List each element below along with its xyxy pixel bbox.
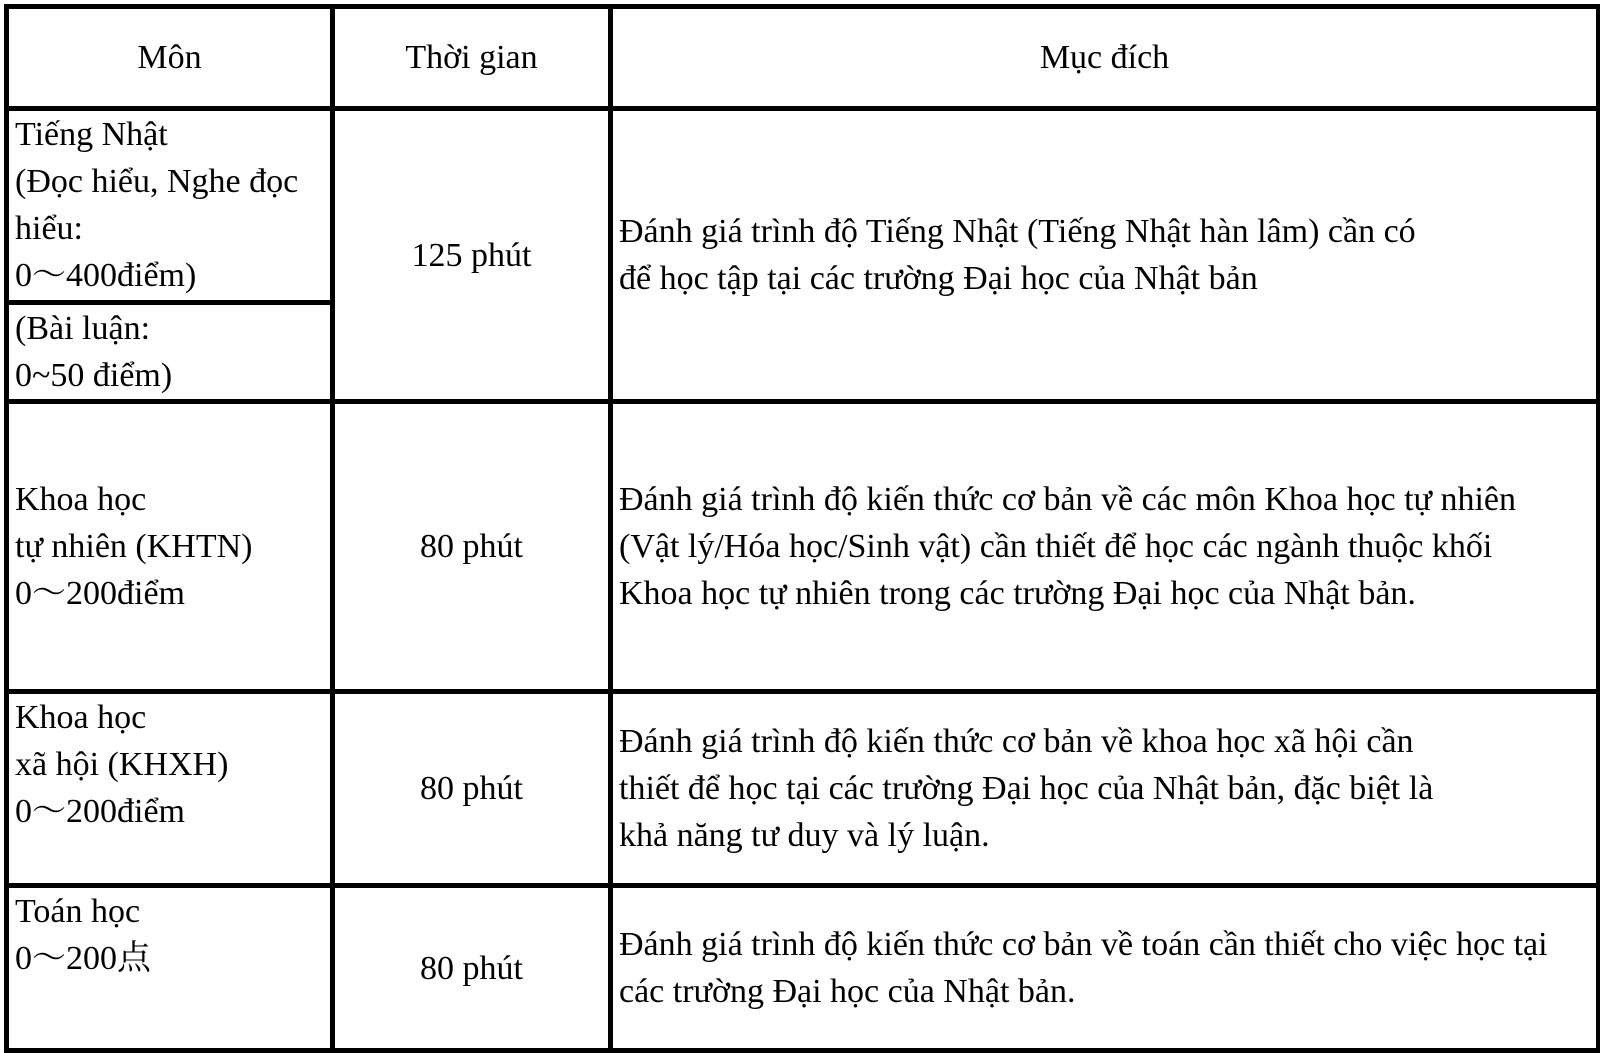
- header-purpose: Mục đích: [611, 7, 1599, 109]
- header-time: Thời gian: [333, 7, 611, 109]
- purpose-japanese: Đánh giá trình độ Tiếng Nhật (Tiếng Nhật hàn lâm) cần có để học tập tại các trường Đại học của Nhật bản: [611, 109, 1599, 402]
- subject-science: Khoa học tự nhiên (KHTN) 0〜200điểm: [7, 402, 333, 692]
- table-row-japanese: [7, 109, 1599, 303]
- purpose-science: Đánh giá trình độ kiến thức cơ bản về các môn Khoa học tự nhiên (Vật lý/Hóa học/Sinh vật) cần thiết để học các ngành thuộc khối Khoa học tự nhiên trong các trường Đại học của Nhật bản.: [611, 402, 1599, 692]
- purpose-math: Đánh giá trình độ kiến thức cơ bản về toán cần thiết cho việc học tại các trường Đại học của Nhật bản.: [611, 886, 1599, 1051]
- header-subject: Môn: [7, 7, 333, 109]
- time-science: 80 phút: [333, 402, 611, 692]
- table-row-social-science: [7, 692, 1599, 886]
- exam-subjects-table: [4, 4, 1600, 1053]
- table-header-row: [7, 7, 1599, 109]
- purpose-social-science: Đánh giá trình độ kiến thức cơ bản về khoa học xã hội cần thiết để học tại các trường Đại học của Nhật bản, đặc biệt là khả năng tư duy và lý luận.: [611, 692, 1599, 886]
- subject-social-science: Khoa học xã hội (KHXH) 0〜200điểm: [7, 692, 333, 886]
- time-japanese: 125 phút: [333, 109, 611, 402]
- subject-math: Toán học 0〜200点: [7, 886, 333, 1051]
- time-math: 80 phút: [333, 886, 611, 1051]
- time-social-science: 80 phút: [333, 692, 611, 886]
- subject-japanese: Tiếng Nhật (Đọc hiểu, Nghe đọc hiểu: 0〜400điểm): [7, 109, 333, 303]
- table-row-math: [7, 886, 1599, 1051]
- table-row-science: [7, 402, 1599, 692]
- subject-japanese-essay: (Bài luận: 0~50 điểm): [7, 303, 333, 402]
